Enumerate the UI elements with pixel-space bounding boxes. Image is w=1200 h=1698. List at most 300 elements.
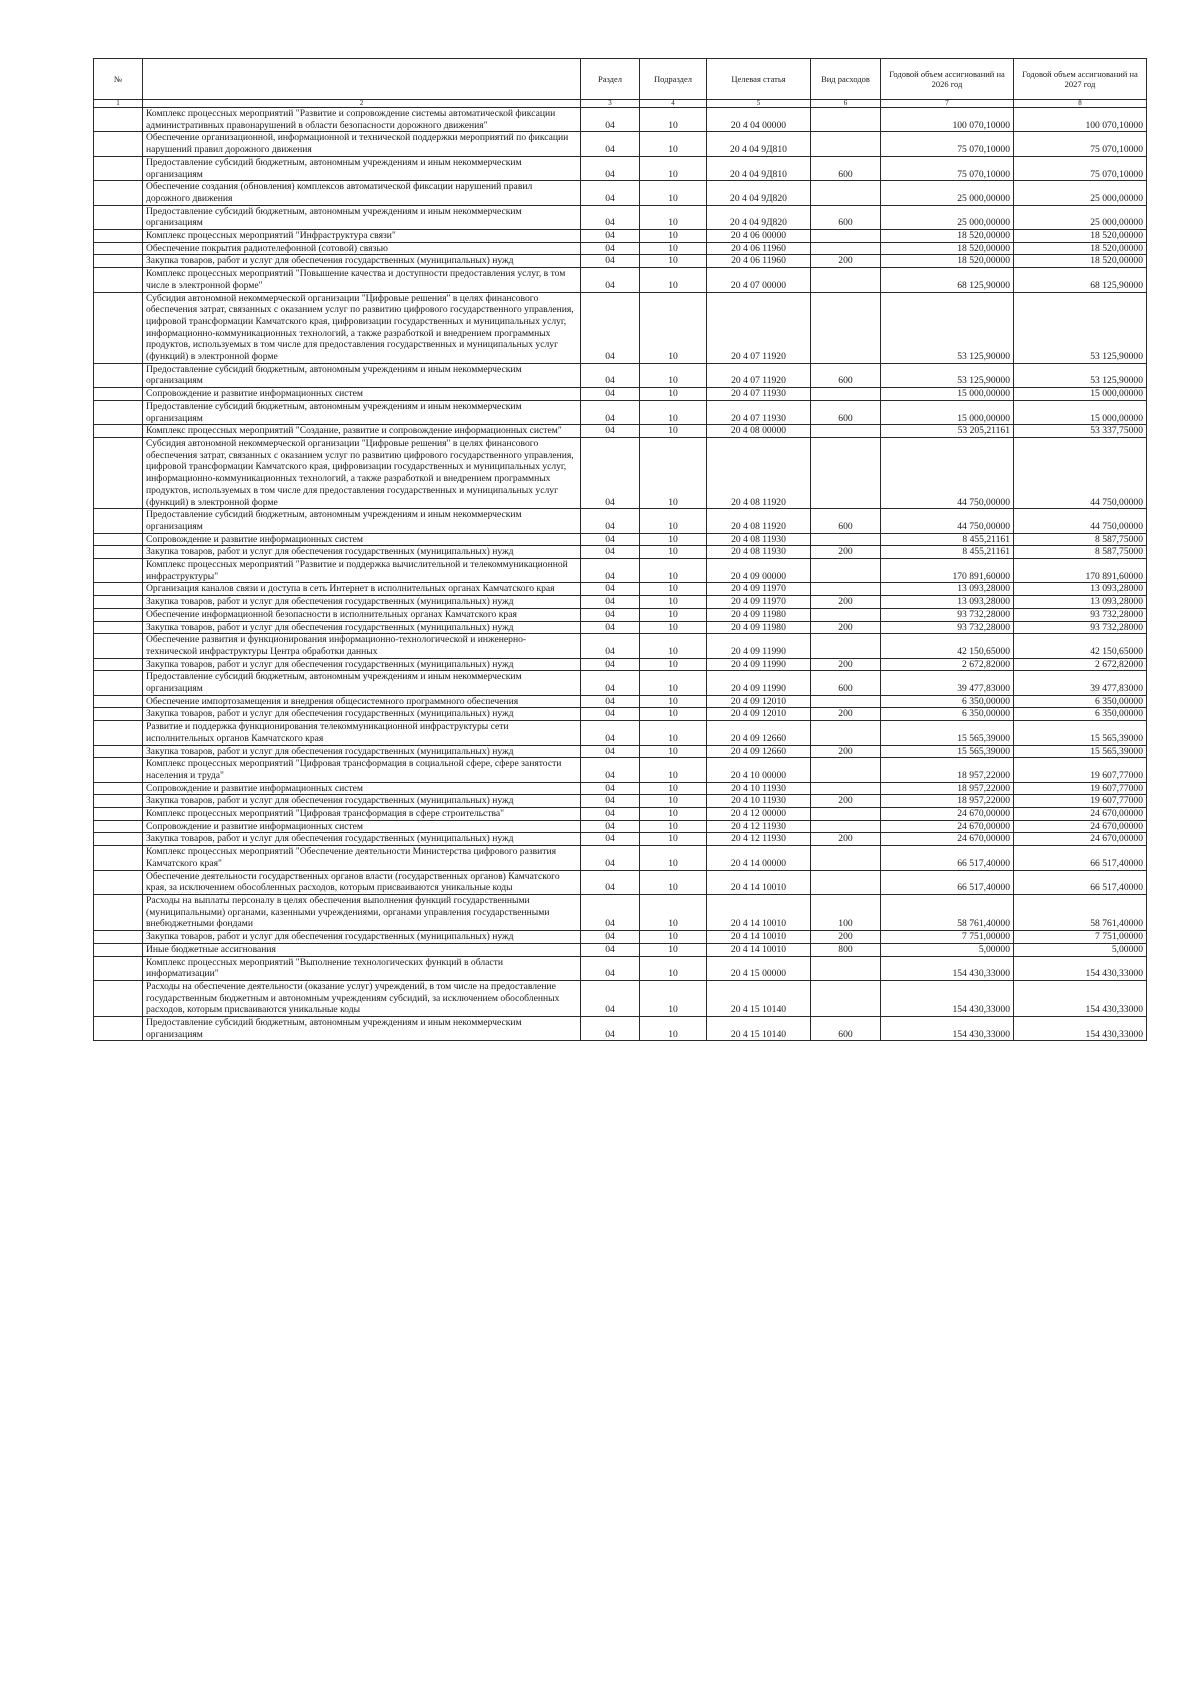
podrazdel-cell: 10 (640, 388, 707, 401)
target-article-cell: 20 4 07 11930 (707, 388, 811, 401)
target-article-cell: 20 4 12 11930 (707, 833, 811, 846)
amount-2026-cell: 5,00000 (881, 943, 1014, 956)
amount-2026-cell: 15 000,00000 (881, 388, 1014, 401)
table-row (94, 1017, 1147, 1041)
expense-name-cell: Закупка товаров, работ и услуг для обеспечения государственных (муниципальных) нужд (143, 255, 581, 268)
amount-2027-cell: 24 670,00000 (1014, 820, 1147, 833)
expense-type-cell (811, 758, 881, 782)
expense-type-cell (811, 533, 881, 546)
razdel-cell: 04 (581, 268, 640, 292)
razdel-cell: 04 (581, 437, 640, 508)
podrazdel-cell: 10 (640, 608, 707, 621)
expense-name-cell: Обеспечение деятельности государственных органов власти (государственных органов) Камчатского края, за исключением обособленных расходов, которым присваиваются уникальные коды (143, 870, 581, 894)
amount-2026-cell: 66 517,40000 (881, 846, 1014, 870)
expense-name-cell: Развитие и поддержка функционирования телекоммуникационной инфраструктуры сети исполнительных органов Камчатского края (143, 721, 581, 745)
amount-2027-cell: 93 732,28000 (1014, 621, 1147, 634)
row-number-cell (94, 1017, 143, 1041)
razdel-cell: 04 (581, 425, 640, 438)
expense-name-cell: Сопровождение и развитие информационных систем (143, 388, 581, 401)
table-row (94, 583, 1147, 596)
expense-name-cell: Комплекс процессных мероприятий "Выполнение технологических функций в области информатизации" (143, 956, 581, 980)
table-row (94, 509, 1147, 533)
expense-type-cell: 200 (811, 596, 881, 609)
amount-2026-cell: 13 093,28000 (881, 583, 1014, 596)
expense-type-cell (811, 846, 881, 870)
header-number: № (94, 59, 143, 100)
row-number-cell (94, 758, 143, 782)
row-number-cell (94, 205, 143, 229)
amount-2027-cell: 170 891,60000 (1014, 559, 1147, 583)
header-podrazdel: Подраздел (640, 59, 707, 100)
row-number-cell (94, 132, 143, 156)
row-number-cell (94, 156, 143, 180)
expense-type-cell (811, 388, 881, 401)
target-article-cell: 20 4 04 9Д820 (707, 181, 811, 205)
expense-type-cell: 600 (811, 1017, 881, 1041)
header-expense-type: Вид расходов (811, 59, 881, 100)
razdel-cell: 04 (581, 292, 640, 363)
amount-2027-cell: 53 125,90000 (1014, 363, 1147, 387)
podrazdel-cell: 10 (640, 533, 707, 546)
table-row (94, 695, 1147, 708)
table-row (94, 745, 1147, 758)
table-row (94, 292, 1147, 363)
razdel-cell: 04 (581, 388, 640, 401)
expense-name-cell: Закупка товаров, работ и услуг для обеспечения государственных (муниципальных) нужд (143, 658, 581, 671)
table-row (94, 108, 1147, 132)
table-row (94, 820, 1147, 833)
amount-2026-cell: 44 750,00000 (881, 509, 1014, 533)
target-article-cell: 20 4 09 11990 (707, 634, 811, 658)
expense-name-cell: Закупка товаров, работ и услуг для обеспечения государственных (муниципальных) нужд (143, 621, 581, 634)
amount-2026-cell: 154 430,33000 (881, 956, 1014, 980)
column-number: 5 (707, 100, 811, 108)
target-article-cell: 20 4 08 00000 (707, 425, 811, 438)
table-row (94, 437, 1147, 508)
amount-2026-cell: 6 350,00000 (881, 708, 1014, 721)
table-row (94, 400, 1147, 424)
razdel-cell: 04 (581, 255, 640, 268)
amount-2026-cell: 53 205,21161 (881, 425, 1014, 438)
amount-2027-cell: 19 607,77000 (1014, 795, 1147, 808)
column-number: 7 (881, 100, 1014, 108)
expense-type-cell (811, 695, 881, 708)
header-target-article: Целевая статья (707, 59, 811, 100)
expense-name-cell: Расходы на обеспечение деятельности (оказание услуг) учреждений, в том числе на предоставление государственным бюджетным и автономным учреждениям субсидий, за исключением обособленных расходов, которым присваиваются уникальные коды (143, 980, 581, 1016)
expense-name-cell: Сопровождение и развитие информационных систем (143, 782, 581, 795)
razdel-cell: 04 (581, 943, 640, 956)
podrazdel-cell: 10 (640, 833, 707, 846)
amount-2026-cell: 18 957,22000 (881, 795, 1014, 808)
expense-name-cell: Обеспечение организационной, информационной и технической поддержки мероприятий по фиксации нарушений правил дорожного движения (143, 132, 581, 156)
amount-2026-cell: 18 957,22000 (881, 758, 1014, 782)
amount-2027-cell: 13 093,28000 (1014, 596, 1147, 609)
podrazdel-cell: 10 (640, 782, 707, 795)
table-row (94, 870, 1147, 894)
table-row (94, 156, 1147, 180)
row-number-cell (94, 956, 143, 980)
amount-2027-cell: 75 070,10000 (1014, 132, 1147, 156)
podrazdel-cell: 10 (640, 363, 707, 387)
amount-2026-cell: 15 565,39000 (881, 745, 1014, 758)
row-number-cell (94, 546, 143, 559)
target-article-cell: 20 4 10 11930 (707, 782, 811, 795)
target-article-cell: 20 4 06 11960 (707, 255, 811, 268)
expense-type-cell (811, 292, 881, 363)
expense-name-cell: Закупка товаров, работ и услуг для обеспечения государственных (муниципальных) нужд (143, 708, 581, 721)
podrazdel-cell: 10 (640, 230, 707, 243)
target-article-cell: 20 4 09 12660 (707, 745, 811, 758)
expense-type-cell: 600 (811, 400, 881, 424)
amount-2027-cell: 19 607,77000 (1014, 758, 1147, 782)
amount-2027-cell: 18 520,00000 (1014, 230, 1147, 243)
target-article-cell: 20 4 09 12010 (707, 708, 811, 721)
target-article-cell: 20 4 09 11990 (707, 658, 811, 671)
amount-2027-cell: 19 607,77000 (1014, 782, 1147, 795)
row-number-cell (94, 533, 143, 546)
podrazdel-cell: 10 (640, 132, 707, 156)
amount-2027-cell: 24 670,00000 (1014, 833, 1147, 846)
target-article-cell: 20 4 08 11930 (707, 546, 811, 559)
expense-type-cell: 200 (811, 621, 881, 634)
amount-2026-cell: 68 125,90000 (881, 268, 1014, 292)
amount-2027-cell: 15 565,39000 (1014, 721, 1147, 745)
amount-2027-cell: 15 000,00000 (1014, 400, 1147, 424)
razdel-cell: 04 (581, 230, 640, 243)
row-number-cell (94, 583, 143, 596)
target-article-cell: 20 4 10 00000 (707, 758, 811, 782)
podrazdel-cell: 10 (640, 205, 707, 229)
row-number-cell (94, 671, 143, 695)
amount-2026-cell: 24 670,00000 (881, 820, 1014, 833)
row-number-cell (94, 782, 143, 795)
table-row (94, 608, 1147, 621)
razdel-cell: 04 (581, 846, 640, 870)
podrazdel-cell: 10 (640, 846, 707, 870)
razdel-cell: 04 (581, 895, 640, 931)
podrazdel-cell: 10 (640, 596, 707, 609)
table-row (94, 895, 1147, 931)
column-number: 2 (143, 100, 581, 108)
amount-2026-cell: 93 732,28000 (881, 621, 1014, 634)
target-article-cell: 20 4 09 11990 (707, 671, 811, 695)
amount-2026-cell: 25 000,00000 (881, 181, 1014, 205)
amount-2026-cell: 58 761,40000 (881, 895, 1014, 931)
podrazdel-cell: 10 (640, 583, 707, 596)
target-article-cell: 20 4 06 11960 (707, 242, 811, 255)
target-article-cell: 20 4 07 11920 (707, 292, 811, 363)
table-row (94, 388, 1147, 401)
podrazdel-cell: 10 (640, 425, 707, 438)
amount-2026-cell: 8 455,21161 (881, 546, 1014, 559)
table-row (94, 808, 1147, 821)
amount-2026-cell: 93 732,28000 (881, 608, 1014, 621)
razdel-cell: 04 (581, 634, 640, 658)
amount-2026-cell: 53 125,90000 (881, 363, 1014, 387)
amount-2027-cell: 68 125,90000 (1014, 268, 1147, 292)
razdel-cell: 04 (581, 931, 640, 944)
amount-2027-cell: 5,00000 (1014, 943, 1147, 956)
amount-2027-cell: 24 670,00000 (1014, 808, 1147, 821)
expense-type-cell (811, 181, 881, 205)
podrazdel-cell: 10 (640, 820, 707, 833)
expense-name-cell: Закупка товаров, работ и услуг для обеспечения государственных (муниципальных) нужд (143, 546, 581, 559)
target-article-cell: 20 4 09 11980 (707, 621, 811, 634)
expense-name-cell: Закупка товаров, работ и услуг для обеспечения государственных (муниципальных) нужд (143, 745, 581, 758)
podrazdel-cell: 10 (640, 695, 707, 708)
table-row (94, 533, 1147, 546)
amount-2026-cell: 66 517,40000 (881, 870, 1014, 894)
row-number-cell (94, 820, 143, 833)
row-number-cell (94, 608, 143, 621)
table-row (94, 846, 1147, 870)
razdel-cell: 04 (581, 671, 640, 695)
podrazdel-cell: 10 (640, 437, 707, 508)
expense-name-cell: Комплекс процессных мероприятий "Цифровая трансформация в сфере строительства" (143, 808, 581, 821)
expense-name-cell: Субсидия автономной некоммерческой организации "Цифровые решения" в целях финансового обеспечения затрат, связанных с оказанием услуг по развитию цифрового государственного управления, цифровой трансформации Камчатского края, цифровизации государственных и муниципальных услуг, информационно-коммуникационных технологий, а также разработкой и внедрением программных продуктов, используемых в том числе для предоставления государственных и муниципальных услуг (функций) в электронной форме (143, 292, 581, 363)
header-amount-2026: Годовой объем ассигнований на 2026 год (881, 59, 1014, 100)
row-number-cell (94, 931, 143, 944)
amount-2026-cell: 24 670,00000 (881, 833, 1014, 846)
podrazdel-cell: 10 (640, 721, 707, 745)
amount-2026-cell: 2 672,82000 (881, 658, 1014, 671)
razdel-cell: 04 (581, 533, 640, 546)
razdel-cell: 04 (581, 870, 640, 894)
table-row (94, 363, 1147, 387)
table-row (94, 708, 1147, 721)
amount-2027-cell: 53 337,75000 (1014, 425, 1147, 438)
expense-type-cell (811, 870, 881, 894)
amount-2026-cell: 44 750,00000 (881, 437, 1014, 508)
amount-2026-cell: 8 455,21161 (881, 533, 1014, 546)
row-number-cell (94, 292, 143, 363)
expense-type-cell: 600 (811, 509, 881, 533)
target-article-cell: 20 4 10 11930 (707, 795, 811, 808)
amount-2027-cell: 25 000,00000 (1014, 181, 1147, 205)
amount-2026-cell: 18 520,00000 (881, 230, 1014, 243)
podrazdel-cell: 10 (640, 268, 707, 292)
amount-2027-cell: 18 520,00000 (1014, 242, 1147, 255)
target-article-cell: 20 4 14 10010 (707, 870, 811, 894)
amount-2026-cell: 39 477,83000 (881, 671, 1014, 695)
table-row (94, 242, 1147, 255)
expense-type-cell: 100 (811, 895, 881, 931)
expense-name-cell: Комплекс процессных мероприятий "Инфраструктура связи" (143, 230, 581, 243)
expense-name-cell: Закупка товаров, работ и услуг для обеспечения государственных (муниципальных) нужд (143, 596, 581, 609)
amount-2026-cell: 18 520,00000 (881, 242, 1014, 255)
table-row (94, 833, 1147, 846)
podrazdel-cell: 10 (640, 658, 707, 671)
razdel-cell: 04 (581, 695, 640, 708)
target-article-cell: 20 4 14 10010 (707, 931, 811, 944)
row-number-cell (94, 400, 143, 424)
amount-2027-cell: 44 750,00000 (1014, 509, 1147, 533)
amount-2027-cell: 7 751,00000 (1014, 931, 1147, 944)
target-article-cell: 20 4 08 11920 (707, 509, 811, 533)
razdel-cell: 04 (581, 181, 640, 205)
expense-name-cell: Обеспечение развития и функционирования информационно-технологической и инженерно-технической инфраструктуры Центра обработки данных (143, 634, 581, 658)
podrazdel-cell: 10 (640, 546, 707, 559)
razdel-cell: 04 (581, 156, 640, 180)
podrazdel-cell: 10 (640, 108, 707, 132)
amount-2026-cell: 13 093,28000 (881, 596, 1014, 609)
row-number-cell (94, 708, 143, 721)
expense-type-cell (811, 808, 881, 821)
table-body (94, 108, 1147, 1041)
razdel-cell: 04 (581, 583, 640, 596)
razdel-cell: 04 (581, 721, 640, 745)
razdel-cell: 04 (581, 795, 640, 808)
target-article-cell: 20 4 09 12010 (707, 695, 811, 708)
target-article-cell: 20 4 08 11930 (707, 533, 811, 546)
row-number-cell (94, 833, 143, 846)
amount-2027-cell: 93 732,28000 (1014, 608, 1147, 621)
amount-2027-cell: 39 477,83000 (1014, 671, 1147, 695)
amount-2026-cell: 75 070,10000 (881, 156, 1014, 180)
razdel-cell: 04 (581, 820, 640, 833)
amount-2026-cell: 42 150,65000 (881, 634, 1014, 658)
column-number: 4 (640, 100, 707, 108)
expense-name-cell: Закупка товаров, работ и услуг для обеспечения государственных (муниципальных) нужд (143, 795, 581, 808)
target-article-cell: 20 4 09 11970 (707, 583, 811, 596)
target-article-cell: 20 4 04 00000 (707, 108, 811, 132)
table-row (94, 230, 1147, 243)
expense-name-cell: Сопровождение и развитие информационных систем (143, 820, 581, 833)
row-number-cell (94, 108, 143, 132)
expense-name-cell: Комплекс процессных мероприятий "Повышение качества и доступности предоставления услуг, в том числе в электронной форме" (143, 268, 581, 292)
row-number-cell (94, 980, 143, 1016)
target-article-cell: 20 4 07 11920 (707, 363, 811, 387)
expense-type-cell: 200 (811, 708, 881, 721)
expense-type-cell: 200 (811, 795, 881, 808)
expense-name-cell: Расходы на выплаты персоналу в целях обеспечения выполнения функций государственными (муниципальными) органами, казенными учреждениями, органами управления государственными внебюджетными фондами (143, 895, 581, 931)
amount-2027-cell: 15 565,39000 (1014, 745, 1147, 758)
target-article-cell: 20 4 07 00000 (707, 268, 811, 292)
row-number-cell (94, 695, 143, 708)
row-number-cell (94, 230, 143, 243)
target-article-cell: 20 4 04 9Д810 (707, 132, 811, 156)
table-row (94, 795, 1147, 808)
column-number: 6 (811, 100, 881, 108)
target-article-cell: 20 4 04 9Д810 (707, 156, 811, 180)
amount-2027-cell: 53 125,90000 (1014, 292, 1147, 363)
razdel-cell: 04 (581, 559, 640, 583)
podrazdel-cell: 10 (640, 400, 707, 424)
podrazdel-cell: 10 (640, 242, 707, 255)
amount-2026-cell: 25 000,00000 (881, 205, 1014, 229)
amount-2026-cell: 75 070,10000 (881, 132, 1014, 156)
amount-2026-cell: 53 125,90000 (881, 292, 1014, 363)
razdel-cell: 04 (581, 745, 640, 758)
expense-name-cell: Сопровождение и развитие информационных систем (143, 533, 581, 546)
expense-type-cell (811, 242, 881, 255)
target-article-cell: 20 4 08 11920 (707, 437, 811, 508)
expense-type-cell (811, 437, 881, 508)
razdel-cell: 04 (581, 758, 640, 782)
row-number-cell (94, 559, 143, 583)
amount-2027-cell: 154 430,33000 (1014, 1017, 1147, 1041)
header-row (94, 59, 1147, 100)
expense-name-cell: Предоставление субсидий бюджетным, автономным учреждениям и иным некоммерческим организациям (143, 156, 581, 180)
amount-2027-cell: 42 150,65000 (1014, 634, 1147, 658)
table-row (94, 671, 1147, 695)
table-row (94, 596, 1147, 609)
expense-name-cell: Обеспечение покрытия радиотелефонной (сотовой) связью (143, 242, 581, 255)
column-number: 3 (581, 100, 640, 108)
target-article-cell: 20 4 09 11970 (707, 596, 811, 609)
amount-2027-cell: 6 350,00000 (1014, 695, 1147, 708)
amount-2027-cell: 2 672,82000 (1014, 658, 1147, 671)
podrazdel-cell: 10 (640, 895, 707, 931)
amount-2027-cell: 18 520,00000 (1014, 255, 1147, 268)
podrazdel-cell: 10 (640, 1017, 707, 1041)
column-number-row (94, 100, 1147, 108)
table-row (94, 943, 1147, 956)
podrazdel-cell: 10 (640, 808, 707, 821)
row-number-cell (94, 388, 143, 401)
razdel-cell: 04 (581, 658, 640, 671)
podrazdel-cell: 10 (640, 870, 707, 894)
podrazdel-cell: 10 (640, 980, 707, 1016)
target-article-cell: 20 4 12 11930 (707, 820, 811, 833)
row-number-cell (94, 943, 143, 956)
expense-type-cell (811, 721, 881, 745)
expense-type-cell (811, 268, 881, 292)
expense-name-cell: Обеспечение информационной безопасности в исполнительных органах Камчатского края (143, 608, 581, 621)
expense-name-cell: Комплекс процессных мероприятий "Создание, развитие и сопровождение информационных систем" (143, 425, 581, 438)
table-row (94, 980, 1147, 1016)
row-number-cell (94, 596, 143, 609)
amount-2026-cell: 18 520,00000 (881, 255, 1014, 268)
target-article-cell: 20 4 07 11930 (707, 400, 811, 424)
target-article-cell: 20 4 14 10010 (707, 943, 811, 956)
expense-type-cell: 600 (811, 671, 881, 695)
target-article-cell: 20 4 15 10140 (707, 1017, 811, 1041)
amount-2027-cell: 6 350,00000 (1014, 708, 1147, 721)
table-row (94, 132, 1147, 156)
column-number: 1 (94, 100, 143, 108)
razdel-cell: 04 (581, 980, 640, 1016)
row-number-cell (94, 255, 143, 268)
expense-type-cell: 200 (811, 546, 881, 559)
table-row (94, 782, 1147, 795)
amount-2027-cell: 44 750,00000 (1014, 437, 1147, 508)
podrazdel-cell: 10 (640, 621, 707, 634)
amount-2026-cell: 100 070,10000 (881, 108, 1014, 132)
razdel-cell: 04 (581, 108, 640, 132)
target-article-cell: 20 4 14 00000 (707, 846, 811, 870)
amount-2026-cell: 7 751,00000 (881, 931, 1014, 944)
table-row (94, 255, 1147, 268)
podrazdel-cell: 10 (640, 292, 707, 363)
amount-2026-cell: 170 891,60000 (881, 559, 1014, 583)
expense-type-cell (811, 820, 881, 833)
column-number: 8 (1014, 100, 1147, 108)
table-row (94, 268, 1147, 292)
amount-2026-cell: 18 957,22000 (881, 782, 1014, 795)
expense-name-cell: Предоставление субсидий бюджетным, автономным учреждениям и иным некоммерческим организациям (143, 1017, 581, 1041)
expense-type-cell (811, 230, 881, 243)
razdel-cell: 04 (581, 833, 640, 846)
expense-type-cell: 200 (811, 931, 881, 944)
podrazdel-cell: 10 (640, 931, 707, 944)
expense-type-cell: 200 (811, 255, 881, 268)
target-article-cell: 20 4 04 9Д820 (707, 205, 811, 229)
expense-name-cell: Иные бюджетные ассигнования (143, 943, 581, 956)
razdel-cell: 04 (581, 205, 640, 229)
amount-2026-cell: 154 430,33000 (881, 980, 1014, 1016)
amount-2027-cell: 25 000,00000 (1014, 205, 1147, 229)
